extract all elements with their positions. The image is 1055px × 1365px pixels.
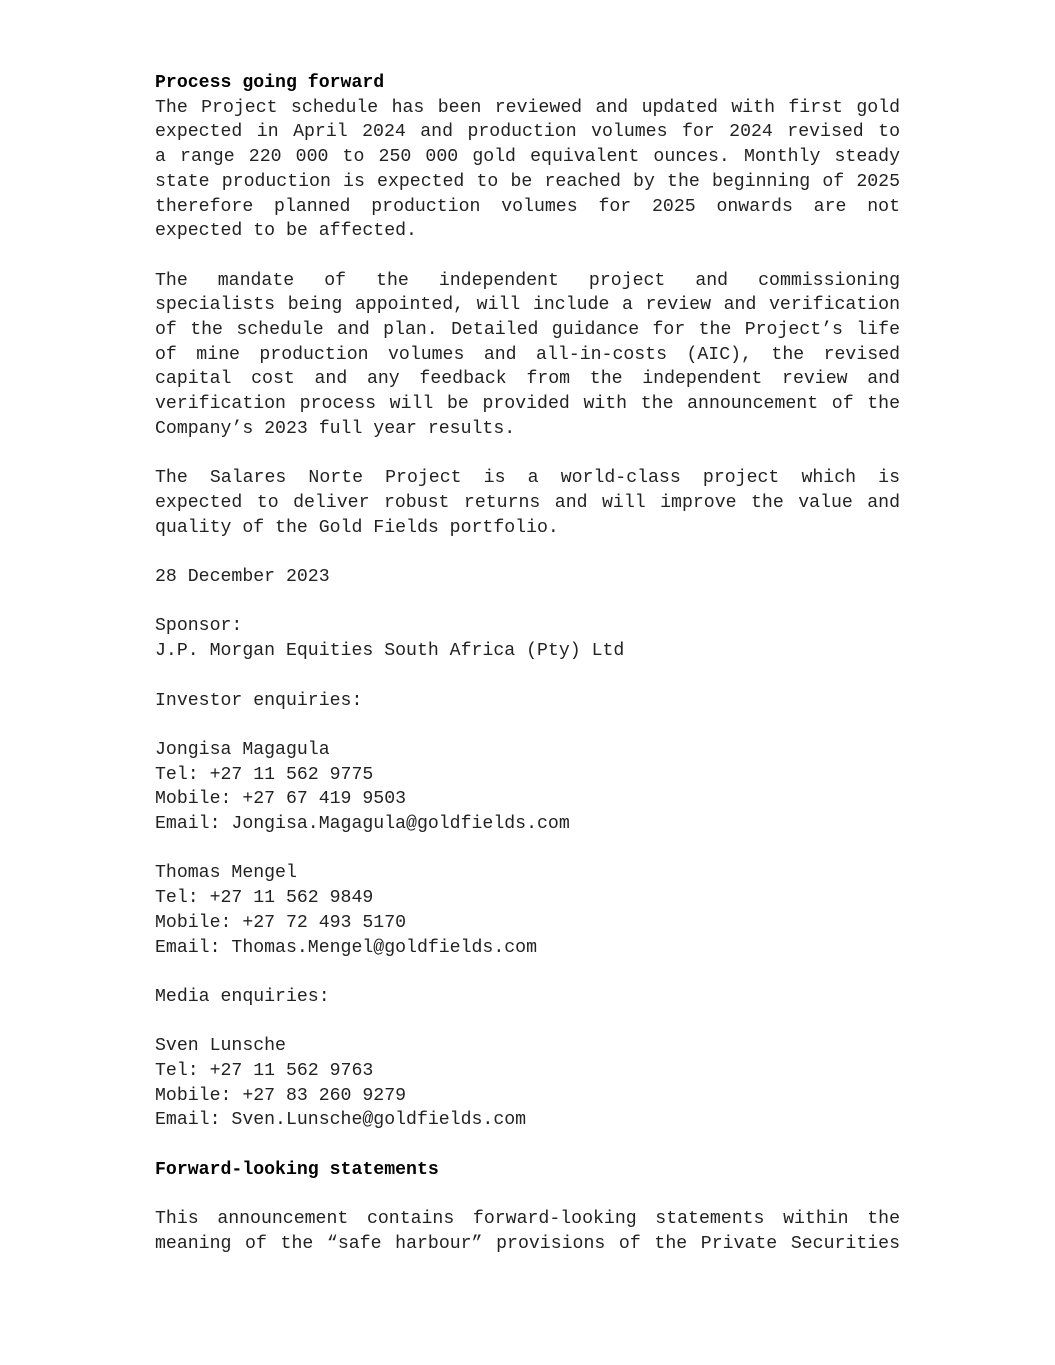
contact-name: Thomas Mengel	[155, 863, 297, 884]
paragraph	[155, 1207, 900, 1256]
text-line: state production is expected to be reached by the beginning of 2025	[155, 171, 900, 192]
contact-mobile: Mobile: +27 72 493 5170	[155, 912, 407, 933]
text-line: specialists being appointed, will include a review and verification	[155, 295, 900, 316]
document-page	[155, 71, 900, 1257]
text-line: of the schedule and plan. Detailed guidance for the Project’s life	[155, 320, 900, 341]
sponsor-name: J.P. Morgan Equities South Africa (Pty) Ltd	[155, 641, 625, 662]
contact-tel: Tel: +27 11 562 9775	[155, 764, 374, 785]
text-line: of mine production volumes and all-in-costs (AIC), the revised	[155, 344, 900, 365]
sponsor-label: Sponsor:	[155, 616, 243, 637]
contact-tel: Tel: +27 11 562 9763	[155, 1060, 374, 1081]
paragraph	[155, 269, 900, 442]
text-line: expected to deliver robust returns and will improve the value and	[155, 492, 900, 513]
paragraph	[155, 96, 900, 244]
contact-tel: Tel: +27 11 562 9849	[155, 888, 374, 909]
text-line: The mandate of the independent project and commissioning	[155, 270, 900, 291]
text-line: capital cost and any feedback from the independent review and	[155, 369, 900, 390]
text-line: a range 220 000 to 250 000 gold equivalent ounces. Monthly steady	[155, 147, 900, 168]
contact-email: Email: Thomas.Mengel@goldfields.com	[155, 937, 537, 958]
text-line: verification process will be provided with the announcement of the	[155, 394, 900, 415]
contact-email: Email: Jongisa.Magagula@goldfields.com	[155, 814, 570, 834]
text-line: expected to be affected.	[155, 221, 417, 242]
contact-block	[155, 738, 900, 837]
contact-block	[155, 1034, 900, 1133]
text-line: The Project schedule has been reviewed and updated with first gold	[155, 97, 900, 118]
contact-name: Jongisa Magagula	[155, 739, 330, 760]
contact-name: Sven Lunsche	[155, 1036, 286, 1057]
investor-enquiries-label: Investor enquiries:	[155, 690, 363, 711]
section-heading: Process going forward	[155, 73, 385, 93]
text-line: quality of the Gold Fields portfolio.	[155, 517, 559, 538]
contact-mobile: Mobile: +27 67 419 9503	[155, 789, 407, 810]
text-line: therefore planned production volumes for 2025 onwards are not	[155, 196, 900, 217]
contact-email: Email: Sven.Lunsche@goldfields.com	[155, 1110, 527, 1131]
text-line: meaning of the “safe harbour” provisions of the Private Securities	[155, 1233, 900, 1254]
paragraph	[155, 466, 900, 540]
media-enquiries-label: Media enquiries:	[155, 986, 330, 1007]
text-line: This announcement contains forward-looking statements within the	[155, 1209, 900, 1230]
contact-block	[155, 861, 900, 960]
text-line: The Salares Norte Project is a world-class project which is	[155, 468, 900, 489]
text-line: expected in April 2024 and production volumes for 2024 revised to	[155, 122, 900, 143]
document-date: 28 December 2023	[155, 567, 330, 588]
section-heading: Forward-looking statements	[155, 1159, 439, 1180]
text-line: Company’s 2023 full year results.	[155, 418, 516, 439]
contact-mobile: Mobile: +27 83 260 9279	[155, 1085, 407, 1106]
